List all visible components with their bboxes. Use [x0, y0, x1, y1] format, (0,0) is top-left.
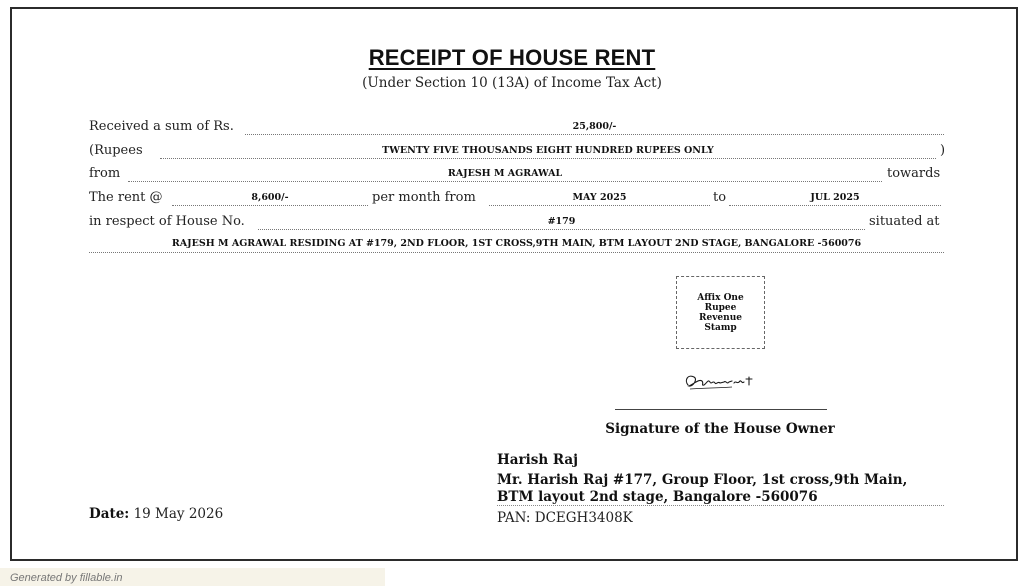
owner-address: Mr. Harish Raj #177, Group Floor, 1st cross,9th Main, BTM layout 2nd stage, Bangalore -560076	[497, 472, 908, 505]
payer-field[interactable]: RAJESH M AGRAWAL	[128, 167, 882, 182]
document-subtitle: (Under Section 10 (13A) of Income Tax Act)	[362, 75, 662, 91]
date-value: 19 May 2026	[133, 506, 224, 522]
to-label: to	[713, 190, 727, 205]
situated-label: situated at	[869, 214, 940, 229]
signature-caption: Signature of the House Owner	[605, 421, 835, 437]
rent-label: The rent @	[89, 190, 163, 205]
towards-label: towards	[887, 166, 941, 181]
document-title: RECEIPT OF HOUSE RENT	[368, 45, 656, 70]
rupees-label: (Rupees	[89, 143, 143, 158]
receipt-date	[89, 506, 223, 522]
pan-divider	[497, 505, 944, 506]
owner-pan: PAN: DCEGH3408K	[497, 510, 633, 526]
date-label: Date:	[89, 506, 130, 522]
amount-words-field[interactable]: TWENTY FIVE THOUSANDS EIGHT HUNDRED RUPEES ONLY	[160, 144, 936, 159]
revenue-stamp-text: Affix One Rupee Revenue Stamp	[697, 292, 744, 333]
revenue-stamp-box	[676, 276, 765, 349]
signature-line	[615, 409, 827, 410]
rupees-close: )	[940, 143, 946, 158]
to-month-field[interactable]: JUL 2025	[729, 191, 941, 206]
house-label: in respect of House No.	[89, 214, 245, 229]
per-month-label: per month from	[372, 190, 476, 205]
from-label: from	[89, 166, 121, 181]
received-label: Received a sum of Rs.	[89, 119, 234, 134]
generator-footer: Generated by fillable.in	[0, 568, 385, 586]
monthly-rent-field[interactable]: 8,600/-	[172, 191, 368, 206]
house-no-field[interactable]: #179	[258, 215, 865, 230]
handwritten-signature	[680, 368, 760, 394]
property-address-field[interactable]: RAJESH M AGRAWAL RESIDING AT #179, 2ND FLOOR, 1ST CROSS,9TH MAIN, BTM LAYOUT 2ND STAGE, BANGALORE -560076	[89, 236, 944, 253]
owner-name: Harish Raj	[497, 452, 579, 468]
amount-field[interactable]: 25,800/-	[245, 120, 944, 135]
from-month-field[interactable]: MAY 2025	[489, 191, 710, 206]
